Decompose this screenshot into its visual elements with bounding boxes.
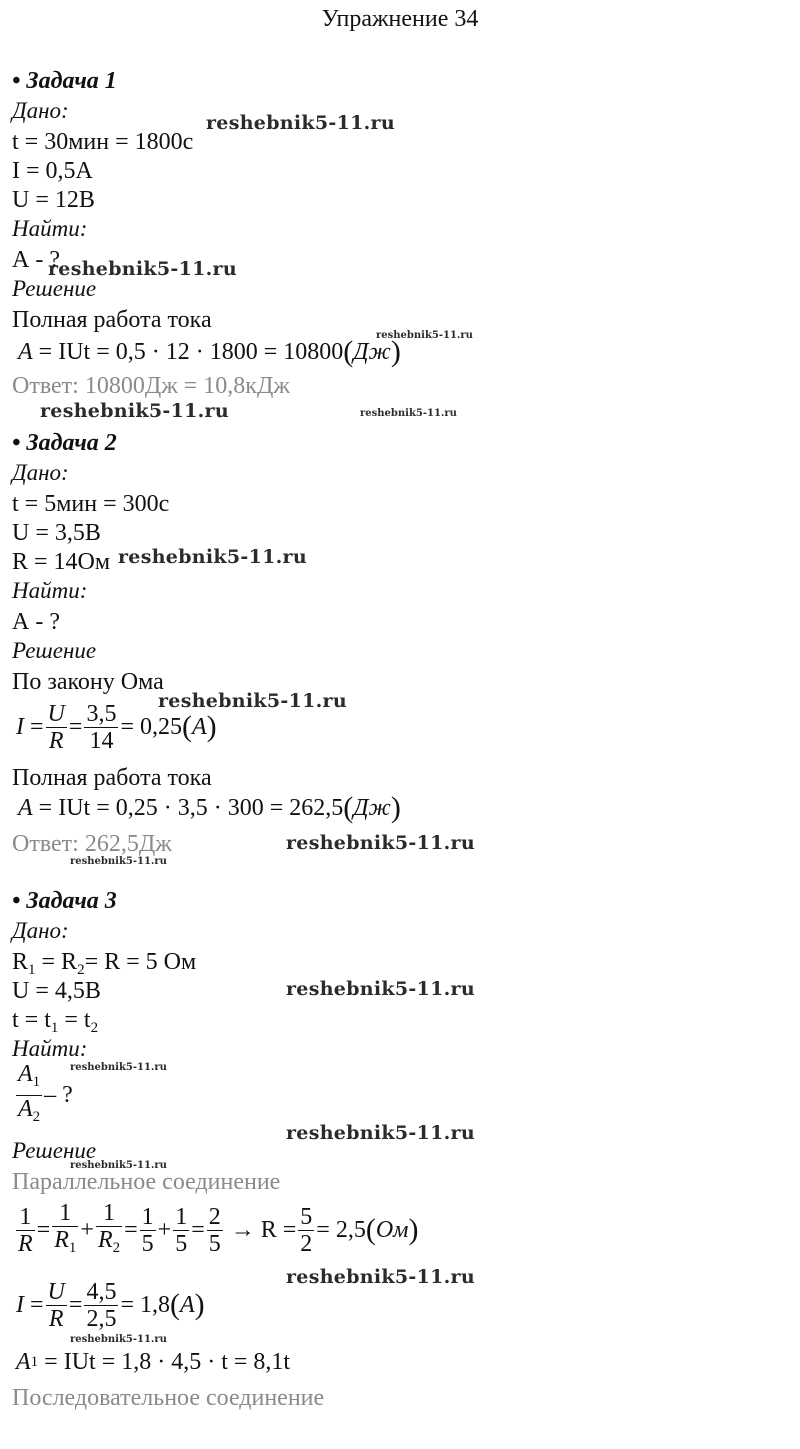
task1-heading: • Задача 1	[12, 68, 117, 94]
task2-ohm-frac1: $\frac{U}{R}$	[47, 700, 65, 754]
task3-series-title: Последовательное соединение	[12, 1385, 325, 1411]
watermark: reshebnik5-11.ru	[158, 690, 347, 712]
task2-work-eq3: = 262,5	[269, 794, 344, 821]
task1-given-current: I = 0,5А	[12, 158, 93, 184]
task1-formula-eq1: = IUt	[38, 338, 91, 365]
task1-formula-lhs: A	[18, 338, 33, 365]
watermark: reshebnik5-11.ru	[286, 1266, 475, 1288]
task1-formula-eq3: = 10800	[263, 338, 344, 365]
task3-given-voltage: U = 4,5В	[12, 978, 101, 1004]
watermark: reshebnik5-11.ru	[70, 1062, 167, 1073]
task2-work-unit: Дж	[353, 794, 391, 821]
task3-parallel-formula: $\frac{1}{R}$ = $\frac{1}{R_1}$ + $\frac{1}{R_2}$ = $\frac{1}{5}$ + $\frac{1}{5}$ = $\frac{2}{5}$ → R = $\frac{5}{2}$ = 2,5 ( Ом )	[18, 1199, 419, 1257]
task2-step2-title: Полная работа тока	[12, 765, 212, 791]
task3-heading: • Задача 3	[12, 888, 117, 914]
watermark: reshebnik5-11.ru	[48, 258, 237, 280]
watermark: reshebnik5-11.ru	[360, 408, 457, 419]
task3-given-label: Дано:	[12, 918, 69, 943]
watermark: reshebnik5-11.ru	[70, 1334, 167, 1345]
task2-answer: Ответ: 262,5Дж	[12, 831, 172, 857]
watermark: reshebnik5-11.ru	[70, 856, 167, 867]
task2-find-label: Найти:	[12, 578, 88, 603]
task2-ohm-unit: A	[191, 713, 207, 740]
watermark: reshebnik5-11.ru	[376, 330, 473, 341]
task3-find-label: Найти:	[12, 1036, 88, 1061]
task3-parallel-title: Параллельное соединение	[12, 1169, 281, 1195]
task2-ohm-formula: I = $\frac{U}{R}$ = $\frac{3,5}{14}$ = 0,25 ( A )	[16, 700, 217, 754]
task1-answer: Ответ: 10800Дж = 10,8кДж	[12, 373, 290, 399]
watermark: reshebnik5-11.ru	[118, 546, 307, 568]
task1-formula-unit: Дж	[353, 338, 391, 365]
task1-given-label: Дано:	[12, 98, 69, 123]
watermark: reshebnik5-11.ru	[286, 978, 475, 1000]
task1-formula: A = IUt = 0,5 · 12 · 1800 = 10800 ( Дж )	[18, 335, 401, 368]
task2-find: А - ?	[12, 609, 60, 635]
task3-find-frac: $\frac{A_1}{A_2}$	[18, 1060, 41, 1125]
task2-solution-label: Решение	[12, 638, 97, 663]
task1-given-voltage: U = 12В	[12, 187, 95, 213]
task2-given-label: Дано:	[12, 460, 69, 485]
watermark: reshebnik5-11.ru	[40, 400, 229, 422]
task2-work-eq2: = 0,25 · 3,5 · 300	[96, 794, 264, 821]
task2-ohm-frac2: $\frac{3,5}{14}$	[86, 700, 117, 754]
watermark: reshebnik5-11.ru	[286, 1122, 475, 1144]
task3-solution-label: Решение	[12, 1138, 97, 1163]
task1-find: А - ?	[12, 247, 60, 273]
task2-given-voltage: U = 3,5В	[12, 520, 101, 546]
task2-heading: • Задача 2	[12, 430, 117, 456]
task3-a1-formula: A 1 = IUt = 1,8 · 4,5 · t = 8,1t	[16, 1348, 291, 1375]
task3-given-resistances: $R_1 = R_2= R = 5$ Ом	[12, 949, 197, 978]
task2-given-time: t = 5мин = 300с	[12, 491, 170, 517]
task3-find	[14, 1060, 73, 1126]
task1-solution-label: Решение	[12, 276, 97, 301]
watermark: reshebnik5-11.ru	[206, 112, 395, 134]
task3-given-time: $t = t_1 = t_2$	[12, 1007, 99, 1036]
page-title: Упражнение 34	[321, 6, 479, 32]
task2-work-formula: A = IUt = 0,25 · 3,5 · 300 = 262,5 ( Дж )	[18, 791, 401, 824]
task3-find-tail: – ?	[44, 1081, 73, 1108]
task2-work-eq1: = IUt	[38, 794, 91, 821]
task2-given-resistance: R = 14Ом	[12, 549, 111, 575]
task2-ohm-lhs: I	[16, 713, 24, 740]
task1-formula-eq2: = 0,5 · 12 · 1800	[96, 338, 258, 365]
watermark: reshebnik5-11.ru	[286, 832, 475, 854]
task3-current-formula: I = $\frac{U}{R}$ = $\frac{4,5}{2,5}$ = 1,8 ( A )	[16, 1278, 205, 1332]
watermark: reshebnik5-11.ru	[70, 1160, 167, 1171]
task1-step-title: Полная работа тока	[12, 307, 212, 333]
task2-ohm-result: = 0,25	[120, 713, 182, 740]
task1-given-time: t = 30мин = 1800с	[12, 129, 194, 155]
task2-step1-title: По закону Ома	[12, 669, 164, 695]
task1-find-label: Найти:	[12, 216, 88, 241]
task2-work-lhs: A	[18, 794, 33, 821]
